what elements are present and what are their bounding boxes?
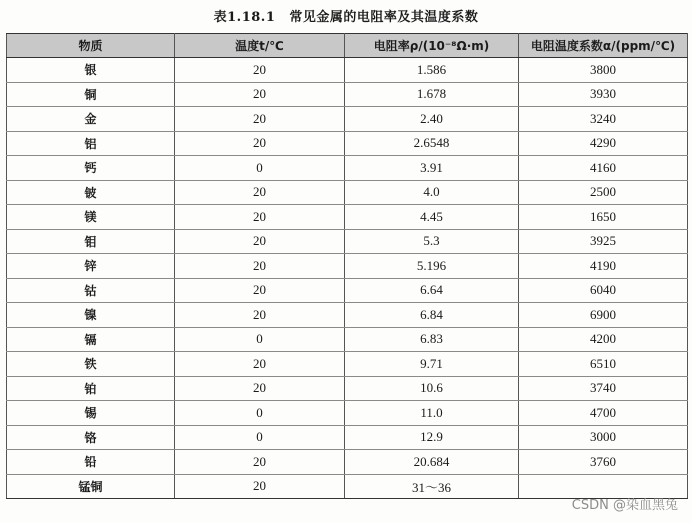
table-row [7,327,688,352]
cell-temp-coefficient: 2500 [519,180,688,205]
cell-substance: 镉 [7,327,175,352]
table-row [7,254,688,279]
cell-temperature: 20 [175,450,345,475]
cell-temperature: 0 [175,425,345,450]
cell-substance: 钼 [7,229,175,254]
cell-temperature: 0 [175,401,345,426]
header-temp-coefficient: 电阻温度系数α/(ppm/℃) [519,34,688,58]
cell-temp-coefficient: 3925 [519,229,688,254]
cell-substance: 铂 [7,376,175,401]
cell-resistivity: 6.84 [345,303,519,328]
header-resistivity: 电阻率ρ/(10⁻⁸Ω·m) [345,34,519,58]
table-row [7,180,688,205]
cell-temp-coefficient: 6900 [519,303,688,328]
cell-temperature: 20 [175,229,345,254]
cell-substance: 铁 [7,352,175,377]
cell-resistivity: 4.45 [345,205,519,230]
cell-temp-coefficient: 6040 [519,278,688,303]
cell-substance: 银 [7,58,175,83]
cell-temperature: 20 [175,58,345,83]
cell-resistivity: 2.40 [345,107,519,132]
header-substance: 物质 [7,34,175,58]
table-row [7,107,688,132]
cell-temp-coefficient: 3740 [519,376,688,401]
cell-temperature: 20 [175,205,345,230]
cell-temp-coefficient: 3930 [519,82,688,107]
cell-resistivity: 9.71 [345,352,519,377]
table-row [7,229,688,254]
cell-temperature: 20 [175,107,345,132]
cell-temp-coefficient: 4200 [519,327,688,352]
cell-substance: 镁 [7,205,175,230]
table-row [7,303,688,328]
cell-temperature: 20 [175,254,345,279]
cell-substance: 锡 [7,401,175,426]
cell-substance: 锌 [7,254,175,279]
cell-resistivity: 4.0 [345,180,519,205]
cell-resistivity: 11.0 [345,401,519,426]
cell-temperature: 20 [175,131,345,156]
table-row [7,82,688,107]
table-row [7,450,688,475]
cell-resistivity: 20.684 [345,450,519,475]
cell-temp-coefficient: 4290 [519,131,688,156]
cell-resistivity: 3.91 [345,156,519,181]
cell-temperature: 20 [175,278,345,303]
table-row [7,156,688,181]
cell-temperature: 20 [175,376,345,401]
table-row [7,205,688,230]
table-number: 表1.18.1 [213,10,276,25]
cell-substance: 钙 [7,156,175,181]
header-temperature: 温度t/℃ [175,34,345,58]
cell-substance: 铜 [7,82,175,107]
cell-substance: 铝 [7,131,175,156]
cell-substance: 镍 [7,303,175,328]
table-row [7,131,688,156]
table-row [7,425,688,450]
watermark: CSDN @染血黑兔 [571,498,678,513]
cell-temp-coefficient: 4190 [519,254,688,279]
cell-resistivity: 5.196 [345,254,519,279]
cell-temp-coefficient: 6510 [519,352,688,377]
cell-temperature: 20 [175,82,345,107]
cell-temperature: 20 [175,180,345,205]
cell-temp-coefficient: 3240 [519,107,688,132]
cell-resistivity: 1.678 [345,82,519,107]
table-row [7,401,688,426]
cell-temperature: 20 [175,474,345,499]
cell-substance: 钴 [7,278,175,303]
cell-resistivity: 10.6 [345,376,519,401]
cell-temp-coefficient: 1650 [519,205,688,230]
cell-resistivity: 12.9 [345,425,519,450]
cell-temp-coefficient: 3800 [519,58,688,83]
cell-temp-coefficient: 4700 [519,401,688,426]
cell-substance: 锰铜 [7,474,175,499]
cell-temp-coefficient: 3760 [519,450,688,475]
cell-resistivity: 1.586 [345,58,519,83]
cell-substance: 铍 [7,180,175,205]
cell-substance: 铅 [7,450,175,475]
table-row [7,58,688,83]
cell-substance: 铬 [7,425,175,450]
cell-temp-coefficient: 4160 [519,156,688,181]
table-row [7,278,688,303]
table-title: 常见金属的电阻率及其温度系数 [289,10,479,25]
cell-resistivity: 6.83 [345,327,519,352]
cell-temperature: 20 [175,303,345,328]
cell-resistivity: 31～36 [345,474,519,499]
cell-resistivity: 2.6548 [345,131,519,156]
cell-resistivity: 5.3 [345,229,519,254]
cell-temp-coefficient: 3000 [519,425,688,450]
metals-resistivity-table [6,33,688,499]
cell-temperature: 0 [175,156,345,181]
cell-resistivity: 6.64 [345,278,519,303]
cell-temperature: 20 [175,352,345,377]
table-caption [0,6,692,25]
table-body [7,58,688,499]
table-row [7,352,688,377]
table-header-row [7,34,688,58]
cell-temperature: 0 [175,327,345,352]
cell-substance: 金 [7,107,175,132]
table-row [7,376,688,401]
